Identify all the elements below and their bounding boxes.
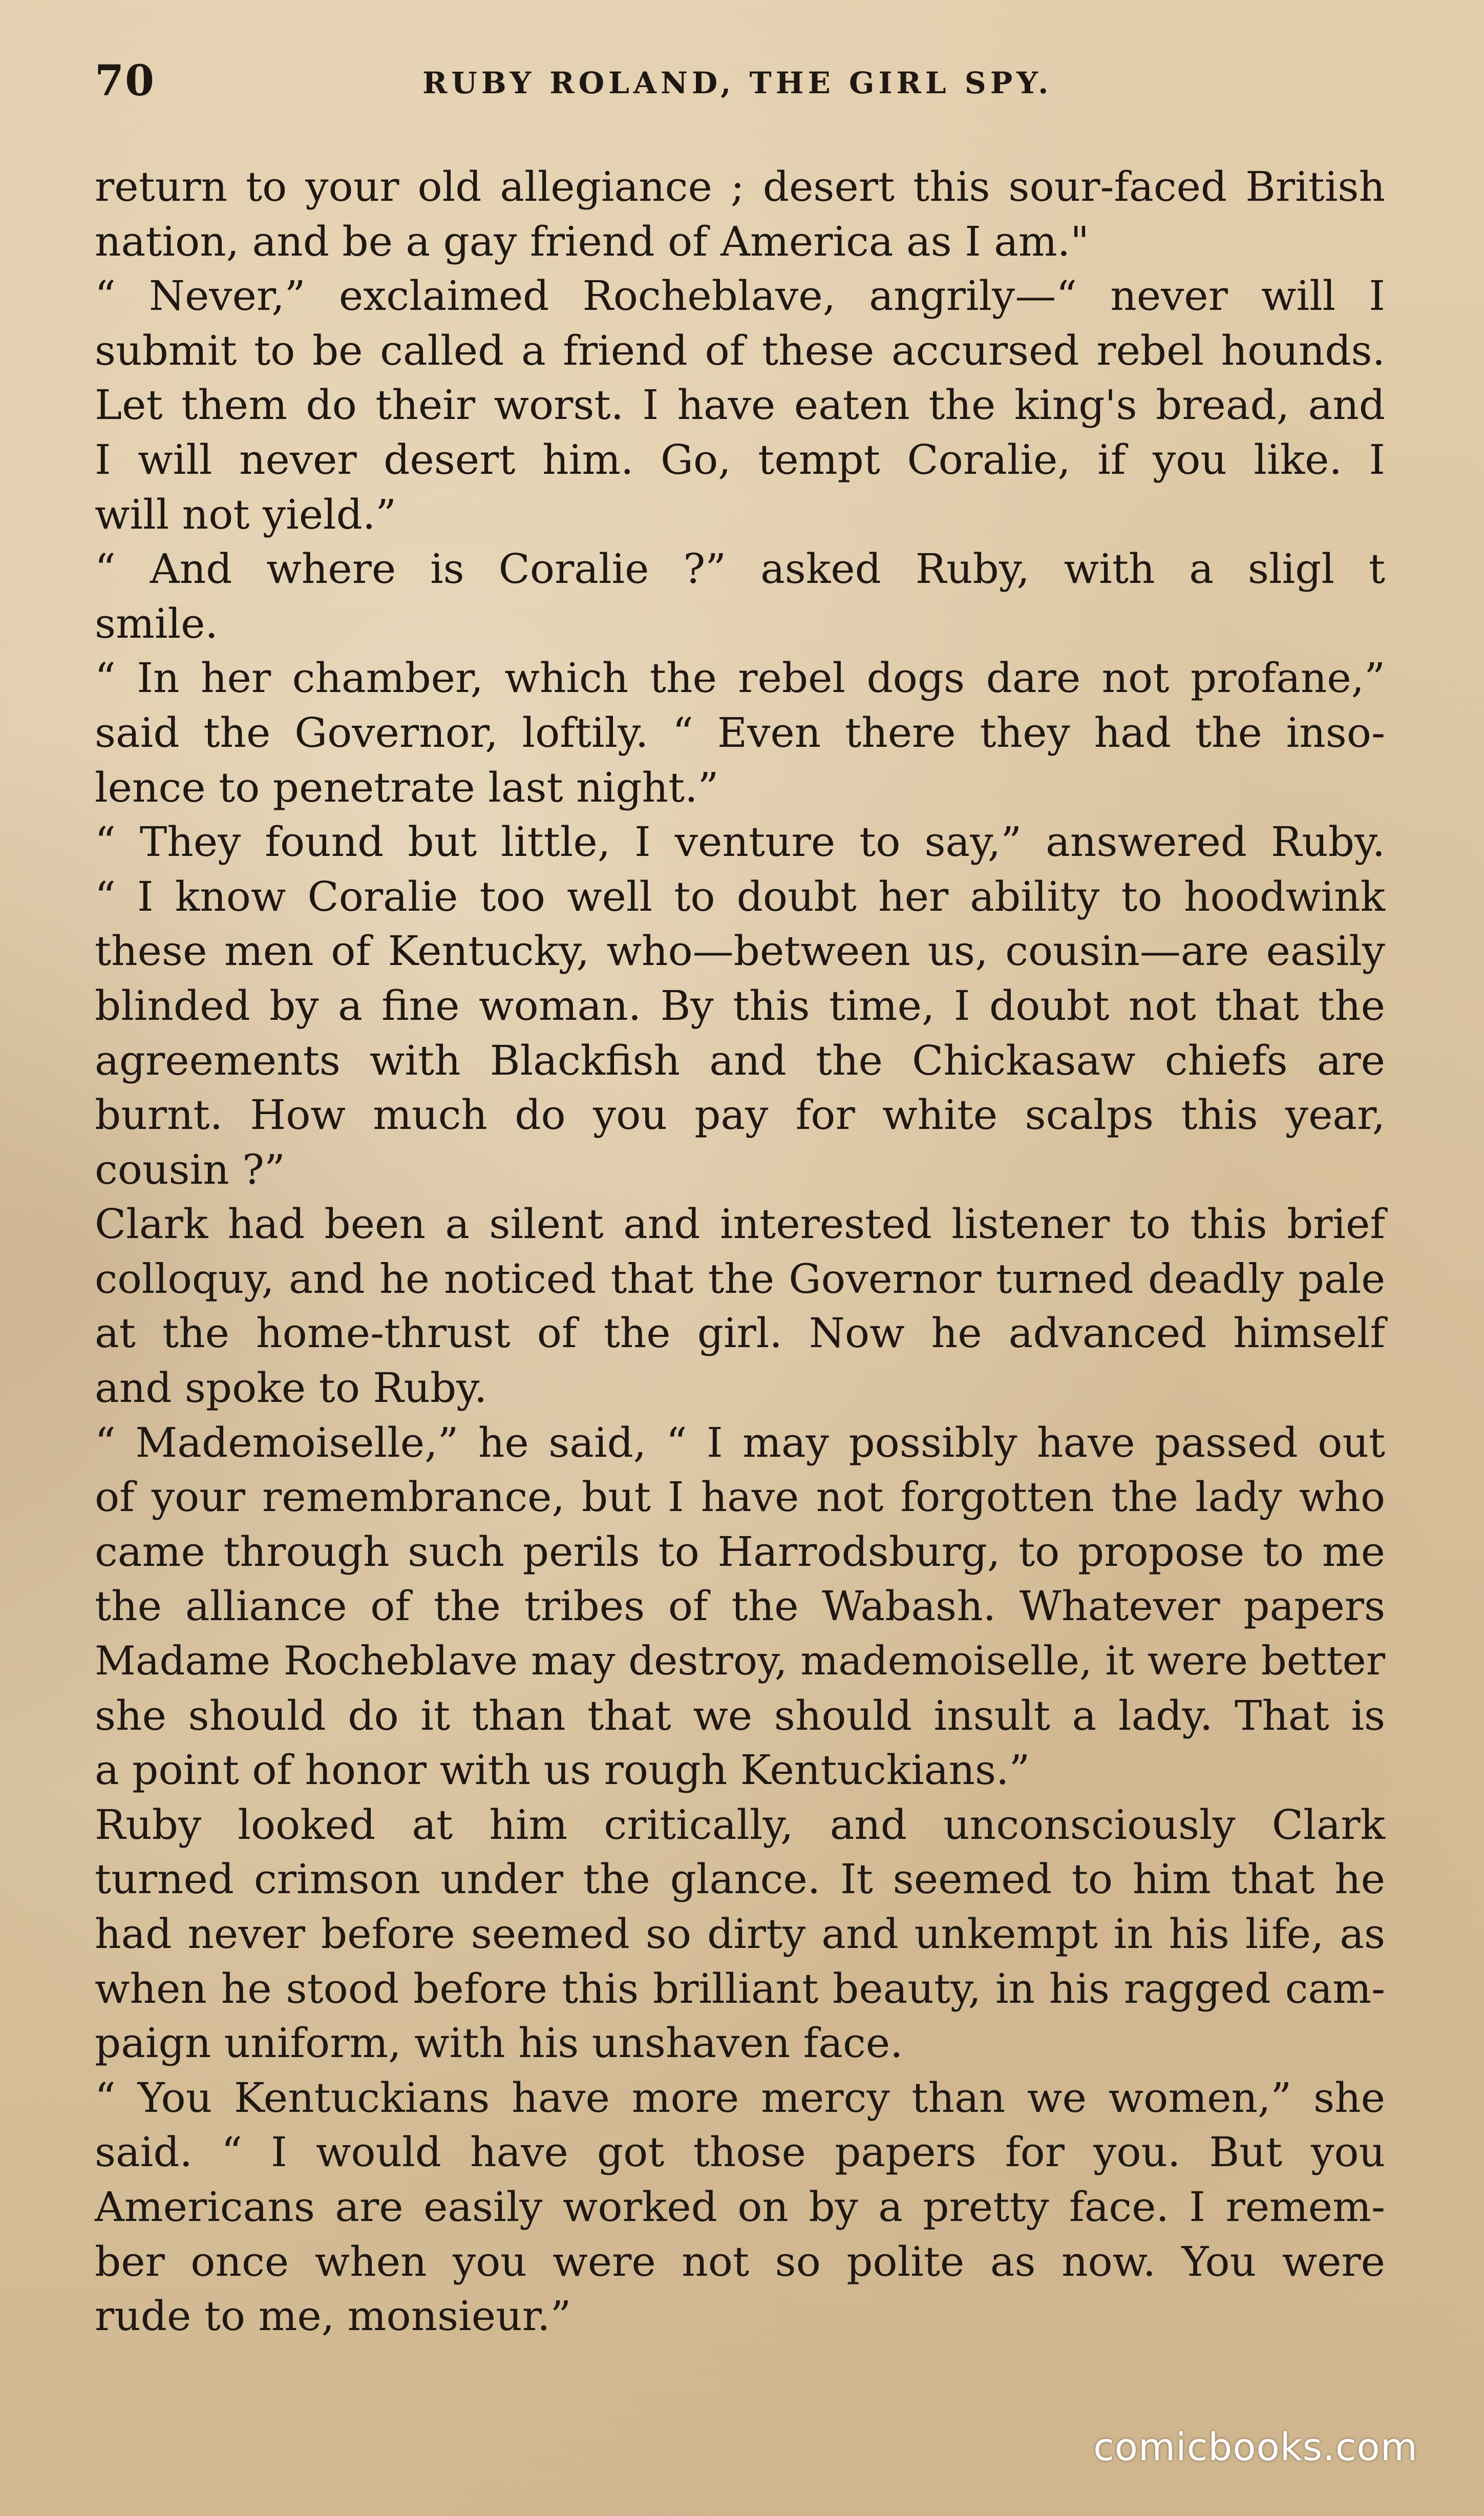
text-line: submit to be called a friend of these accursed rebel hounds. [95, 326, 1385, 374]
text-line: rude to me, monsieur.” [95, 2292, 571, 2340]
text-line: a point of honor with us rough Kentuckians.” [95, 1746, 1030, 1794]
text-line: cousin ?” [95, 1145, 285, 1193]
text-line: the alliance of the tribes of the Wabash. Whatever papers [95, 1582, 1385, 1630]
text-line: colloquy, and he noticed that the Governor turned deadly pale [95, 1255, 1385, 1303]
text-line: and spoke to Ruby. [95, 1364, 487, 1412]
text-line: said the Governor, loftily. “ Even there they had the inso- [95, 708, 1385, 757]
text-line: Ruby looked at him critically, and unconsciously Clark [95, 1800, 1385, 1849]
text-line: of your remembrance, but I have not forgotten the lady who [95, 1473, 1385, 1521]
text-line: “ I know Coralie too well to doubt her ability to hoodwink [95, 872, 1385, 920]
text-line: ber once when you were not so polite as now. You were [95, 2237, 1385, 2286]
text-line: agreements with Blackfish and the Chickasaw chiefs are [95, 1036, 1385, 1084]
text-line: at the home-thrust of the girl. Now he advanced himself [95, 1309, 1385, 1357]
text-line: these men of Kentucky, who—between us, cousin—are easily [95, 927, 1385, 975]
text-line: came through such perils to Harrodsburg, to propose to me [95, 1527, 1385, 1576]
running-head [95, 56, 1406, 113]
text-line: paign uniform, with his unshaven face. [95, 2019, 903, 2067]
watermark: comicbooks.com [1093, 2425, 1418, 2469]
text-line: said. “ I would have got those papers for you. But you [95, 2128, 1385, 2176]
text-line: Madame Rocheblave may destroy, mademoiselle, it were better [95, 1638, 1385, 1685]
text-line: lence to penetrate last night.” [95, 763, 719, 811]
text-line: burnt. How much do you pay for white scalps this year, [95, 1091, 1385, 1139]
text-line: I will never desert him. Go, tempt Coralie, if you like. I [95, 435, 1385, 484]
text-line: “ Never,” exclaimed Rocheblave, angrily—“ never will I [95, 272, 1385, 320]
text-line: when he stood before this brilliant beauty, in his ragged cam- [95, 1964, 1385, 2012]
text-line: nation, and be a gay friend of America as I am." [95, 217, 1089, 265]
text-line: she should do it than that we should insult a lady. That is [95, 1691, 1385, 1739]
text-line: will not yield.” [95, 490, 397, 538]
text-line: Clark had been a silent and interested listener to this brief [95, 1200, 1385, 1248]
text-line: Americans are easily worked on by a pretty face. I remem- [95, 2183, 1385, 2231]
text-line: “ They found but little, I venture to say,” answered Ruby. [95, 818, 1385, 866]
text-line: “ You Kentuckians have more mercy than we women,” she [95, 2073, 1385, 2122]
text-line: had never before seemed so dirty and unkempt in his life, as [95, 1910, 1385, 1958]
text-line: “ Mademoiselle,” he said, “ I may possibly have passed out [95, 1418, 1385, 1466]
text-line: blinded by a fine woman. By this time, I doubt not that the [95, 981, 1385, 1030]
body-text [95, 160, 1385, 2344]
text-line: smile. [95, 599, 218, 647]
text-line: “ In her chamber, which the rebel dogs dare not profane,” [95, 654, 1385, 702]
running-title: RUBY ROLAND, THE GIRL SPY. [422, 66, 1053, 100]
text-line: turned crimson under the glance. It seemed to him that he [95, 1855, 1385, 1903]
text-line: “ And where is Coralie ?” asked Ruby, with a sligl t [95, 545, 1385, 593]
text-line: Let them do their worst. I have eaten the king's bread, and [95, 381, 1385, 429]
page-number: 70 [95, 56, 156, 106]
text-line: return to your old allegiance ; desert this sour-faced British [95, 163, 1385, 211]
